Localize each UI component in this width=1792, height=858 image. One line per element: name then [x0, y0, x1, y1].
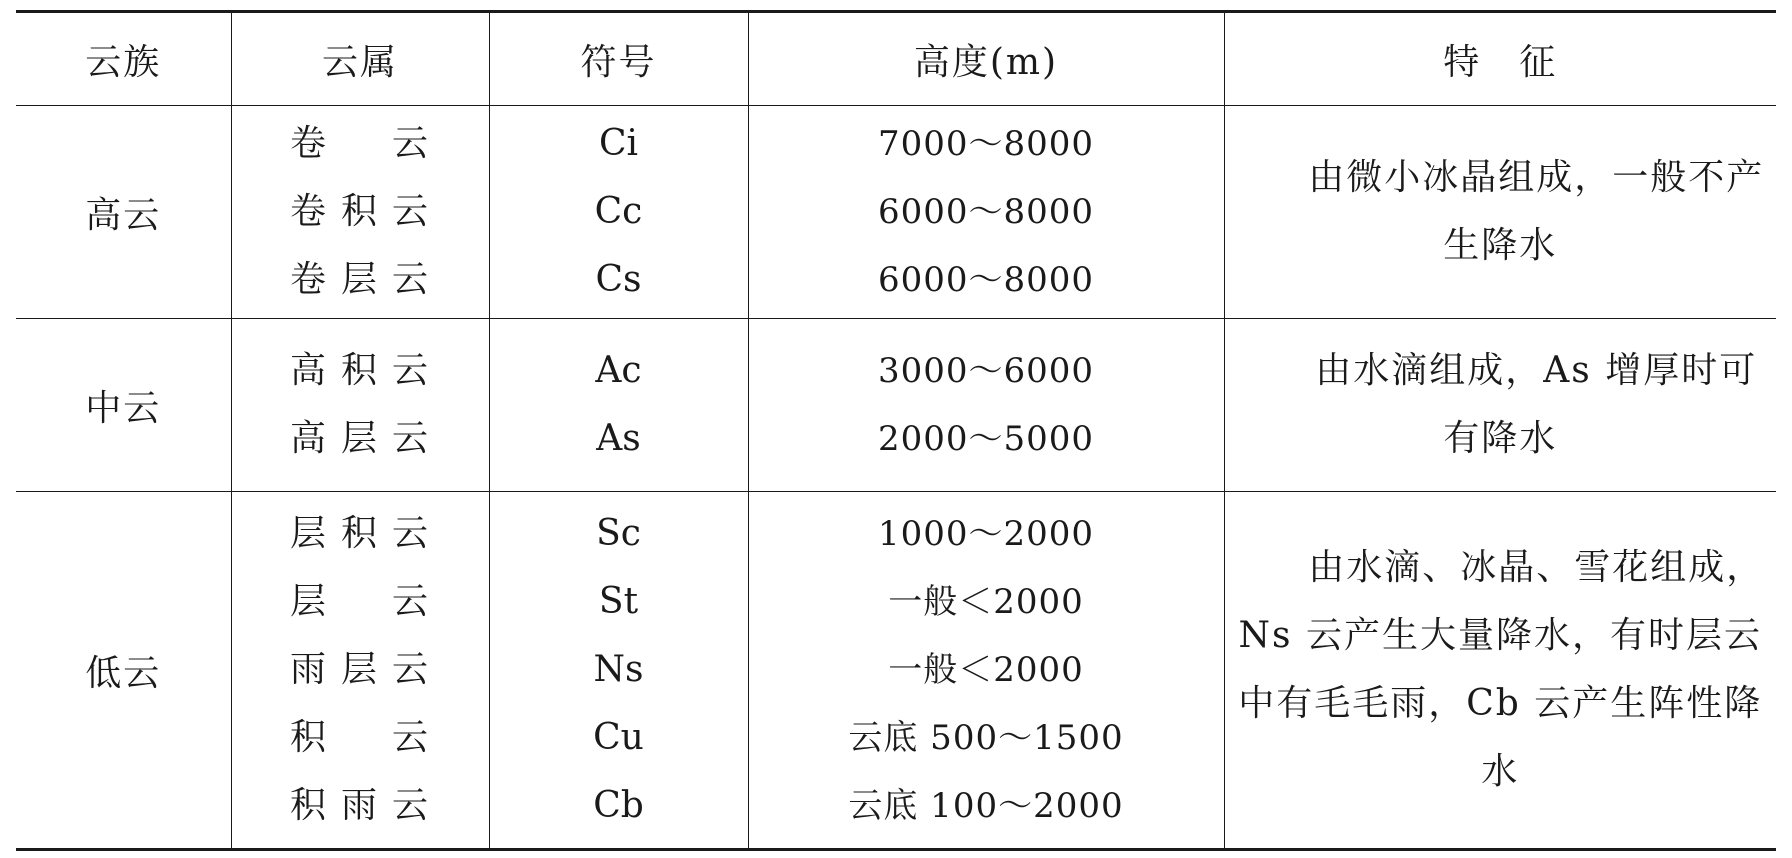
- symbol-cc: Cc: [594, 191, 643, 232]
- genus-cirrocumulus: 卷积云: [290, 191, 430, 232]
- table-row-low-clouds: [16, 492, 1776, 850]
- genus-cumulus: 积 云: [290, 717, 430, 758]
- header-cloud-genus: 云属: [231, 12, 489, 106]
- genus-cirrus: 卷 云: [290, 123, 430, 164]
- genus-list-middle: [231, 319, 489, 492]
- genus-stratocumulus: 层积云: [290, 513, 430, 554]
- height-cumulonimbus: 云底 100～2000: [848, 786, 1124, 826]
- genus-nimbostratus: 雨层云: [290, 649, 430, 690]
- family-middle-clouds: 中云: [16, 319, 231, 492]
- genus-list-low: [231, 492, 489, 850]
- height-altostratus: 2000～5000: [877, 419, 1095, 459]
- cloud-classification-table: [16, 10, 1776, 851]
- height-cirrostratus: 6000～8000: [877, 260, 1095, 300]
- height-altocumulus: 3000～6000: [877, 351, 1095, 391]
- height-cirrus: 7000～8000: [877, 124, 1095, 164]
- genus-cirrostratus: 卷层云: [290, 259, 430, 300]
- genus-stratus: 层 云: [290, 581, 430, 622]
- symbol-ac: Ac: [595, 350, 642, 391]
- genus-altostratus: 高层云: [290, 418, 430, 459]
- symbol-st: St: [598, 581, 639, 622]
- height-list-high: [748, 106, 1224, 319]
- height-list-middle: [748, 319, 1224, 492]
- height-nimbostratus: 一般＜2000: [888, 650, 1084, 690]
- header-cloud-family: 云族: [16, 12, 231, 106]
- height-stratocumulus: 1000～2000: [877, 514, 1095, 554]
- table-row-middle-clouds: [16, 319, 1776, 492]
- symbol-ns: Ns: [593, 649, 644, 690]
- symbol-cs: Cs: [595, 259, 642, 300]
- feature-low-clouds: 由水滴、冰晶、雪花组成，Ns 云产生大量降水，有时层云中有毛毛雨，Cb 云产生阵性降水: [1224, 492, 1776, 850]
- table-row-high-clouds: [16, 106, 1776, 319]
- genus-altocumulus: 高积云: [290, 350, 430, 391]
- genus-cumulonimbus: 积雨云: [290, 785, 430, 826]
- header-feature: 特 征: [1224, 12, 1776, 106]
- symbol-as: As: [596, 418, 641, 459]
- symbol-cb: Cb: [593, 785, 644, 826]
- feature-middle-clouds: 由水滴组成，As 增厚时可有降水: [1224, 319, 1776, 492]
- family-high-clouds: 高云: [16, 106, 231, 319]
- height-cumulus: 云底 500～1500: [848, 718, 1124, 758]
- height-cirrocumulus: 6000～8000: [877, 192, 1095, 232]
- table-header-row: [16, 12, 1776, 106]
- feature-high-clouds: 由微小冰晶组成，一般不产生降水: [1224, 106, 1776, 319]
- header-symbol: 符号: [489, 12, 748, 106]
- genus-list-high: [231, 106, 489, 319]
- header-height: 高度(m): [748, 12, 1224, 106]
- height-list-low: [748, 492, 1224, 850]
- symbol-list-high: [489, 106, 748, 319]
- symbol-cu: Cu: [593, 717, 644, 758]
- symbol-sc: Sc: [596, 513, 641, 554]
- family-low-clouds: 低云: [16, 492, 231, 850]
- height-stratus: 一般＜2000: [888, 582, 1084, 622]
- symbol-list-middle: [489, 319, 748, 492]
- symbol-list-low: [489, 492, 748, 850]
- symbol-ci: Ci: [598, 123, 639, 164]
